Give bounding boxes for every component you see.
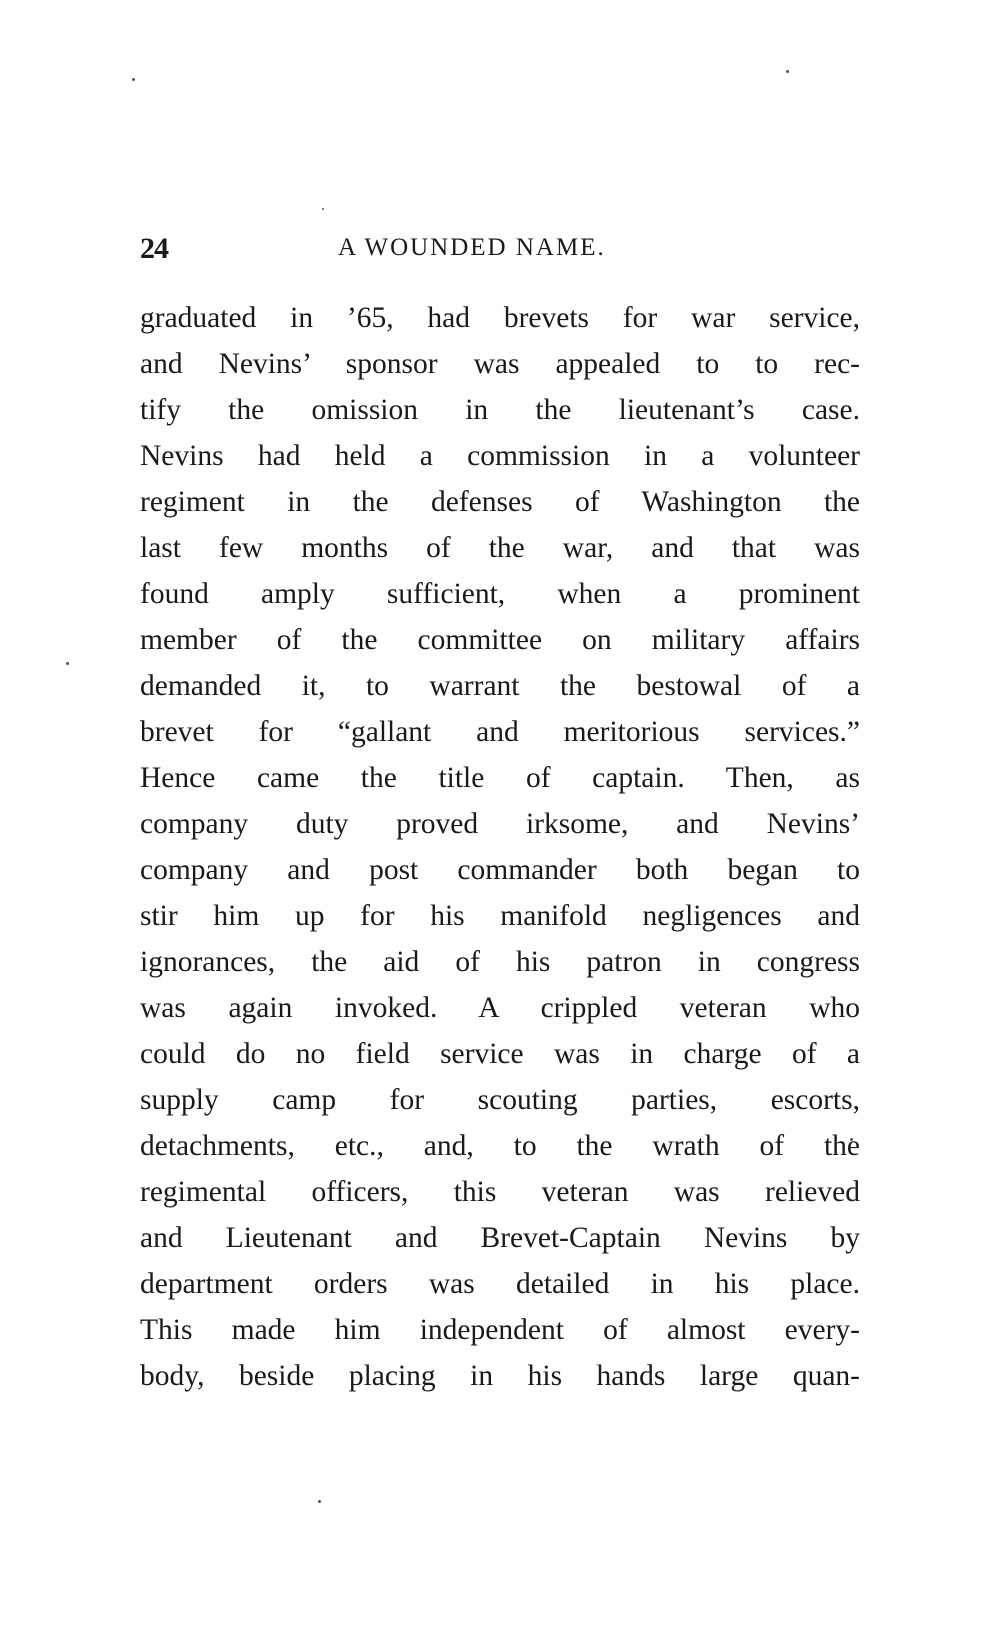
paper-speck bbox=[786, 70, 789, 73]
text-line: ignorances, the aid of his patron in congress bbox=[140, 946, 860, 978]
text-line: Nevins had held a commission in a volunteer bbox=[140, 440, 860, 472]
running-title: A WOUNDED NAME. bbox=[338, 234, 606, 261]
text-line: Hence came the title of captain. Then, as bbox=[140, 762, 860, 794]
text-line: and Nevins’ sponsor was appealed to to rec- bbox=[140, 348, 860, 380]
text-line: tify the omission in the lieutenant’s case. bbox=[140, 394, 860, 426]
paper-speck bbox=[66, 662, 69, 665]
text-line: This made him independent of almost every- bbox=[140, 1314, 860, 1346]
text-line: company duty proved irksome, and Nevins’ bbox=[140, 808, 860, 840]
text-line: stir him up for his manifold negligences and bbox=[140, 900, 860, 932]
text-line: last few months of the war, and that was bbox=[140, 532, 860, 564]
text-line: brevet for “gallant and meritorious services.” bbox=[140, 716, 860, 748]
body-text bbox=[140, 295, 860, 1399]
page-header bbox=[140, 232, 860, 276]
text-line: company and post commander both began to bbox=[140, 854, 860, 886]
text-line: body, beside placing in his hands large quan- bbox=[140, 1360, 860, 1392]
text-line: regiment in the defenses of Washington the bbox=[140, 486, 860, 518]
page-number: 24 bbox=[140, 232, 168, 265]
text-line: department orders was detailed in his place. bbox=[140, 1268, 860, 1300]
text-line: was again invoked. A crippled veteran who bbox=[140, 992, 860, 1024]
text-line: supply camp for scouting parties, escorts, bbox=[140, 1084, 860, 1116]
paper-speck bbox=[318, 1500, 321, 1503]
text-line: detachments, etc., and, to the wrath of the bbox=[140, 1130, 860, 1162]
text-line: and Lieutenant and Brevet-Captain Nevins by bbox=[140, 1222, 860, 1254]
text-line: could do no field service was in charge of a bbox=[140, 1038, 860, 1070]
paper-speck bbox=[132, 78, 135, 81]
text-line: found amply sufficient, when a prominent bbox=[140, 578, 860, 610]
text-line: regimental officers, this veteran was relieved bbox=[140, 1176, 860, 1208]
text-line: member of the committee on military affairs bbox=[140, 624, 860, 656]
text-line: demanded it, to warrant the bestowal of a bbox=[140, 670, 860, 702]
text-line: graduated in ’65, had brevets for war service, bbox=[140, 302, 860, 334]
paper-speck bbox=[322, 208, 324, 210]
